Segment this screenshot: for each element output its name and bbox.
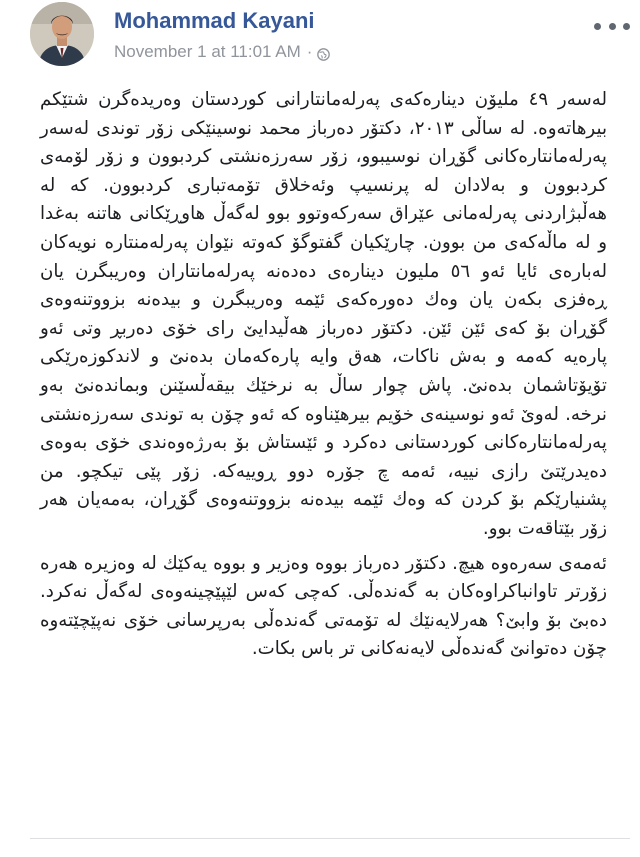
post-meta [114, 42, 330, 62]
post-paragraph-2: ئەمەی سەرەوە هیچ. دکتۆر دەرباز بووە وەزیر و بووە یەکێك لە وەزیرە هەرە زۆرتر تاوانباکراوەکان بە گەندەڵی. کەچی کەس لێپێچینەوەی لەگەڵ نەکرد. دەبێ بۆ وابێ؟ هەرلایەنێك لە تۆمەتی گەندەڵی بەرپرسانی خۆی نەپێچێتەوە چۆن دەتوانێ گەندەڵی لایەنەکانی تر باس بکات. [40, 552, 607, 660]
post-paragraph-1: لەسەر ٤٩ ملیۆن دینارەکەی پەرلەمانتارانی کوردستان وەریدەگرن شتێکم بیرهاتەوە. لە ساڵی ٢٠١٣، دکتۆر دەرباز محمد نوسینێکی زۆر توندی لەسەر پەرلەمانتارەکانی گۆڕان نوسیبوو، زۆر سەرزەنشتی کردبوون و زۆر لۆمەی کردبوون و بەلادان لە پرنسیپ وئەخلاق تۆمەتباری کردبوون. کە لە هەڵبژاردنی پەرلەمانی عێراق سەرکەوتوو بوو لەگەڵ هاوڕێکانی هاتنە بەغدا و لە ماڵەکەی من بوون. چارێکیان گفتوگۆ کەوتە نێوان پەرلەمنتارە نویەکان لەبارەی ئایا ئەو ٥٦ ملیون دینارەی دەدەنە پەرلەمانتاران وەریبگرن یان ڕەفزی بکەن یان وەك دەورەکەی ئێمە وەریبگرن و بیدەنە بزووتنەوەی گۆڕان بۆ کەی ئێن ئێن. دکتۆر دەرباز هەڵیدایێ رای خۆی دەربڕ وتی ئەو پارەیە کەمە و بەش ناکات، هەق وایە پارەکەمان بدەنێ و لاندکوزەرێکی تۆیۆتاشمان بدەنێ. پاش چوار ساڵ بە نرخێك بیقەڵسێنن وبماندەنێ بەو نرخە. لەوێ ئەو نوسینەی خۆیم بیرهێناوە کە ئەو چۆن بە توندی سەرزەنشتی پەرلەمانتارەکانی کوردستانی دەکرد و ئێستاش بۆ بەرژەوەندی خۆی بەوەی دەیدرێتێ رازی نییە، ئەمە چ جۆرە دوو ڕوییەکە. زۆر پێی تیکچو. من پشنیارێکم بۆ کردن کە وەك ئێمە بیدەنە بزووتنەوەی گۆڕان، بەمەیان هەر زۆر بێتاقەت بوو. [40, 89, 608, 539]
footer-divider [30, 838, 630, 839]
globe-icon[interactable] [317, 46, 330, 59]
more-options-icon[interactable] [594, 14, 630, 38]
meta-separator: · [306, 42, 313, 61]
avatar[interactable] [30, 2, 94, 66]
post-timestamp[interactable]: November 1 at 11:01 AM [114, 42, 301, 61]
author-portrait-icon [30, 2, 94, 66]
post-header [30, 2, 630, 66]
post-text [40, 86, 607, 670]
author-name[interactable]: Mohammad Kayani [114, 8, 315, 33]
